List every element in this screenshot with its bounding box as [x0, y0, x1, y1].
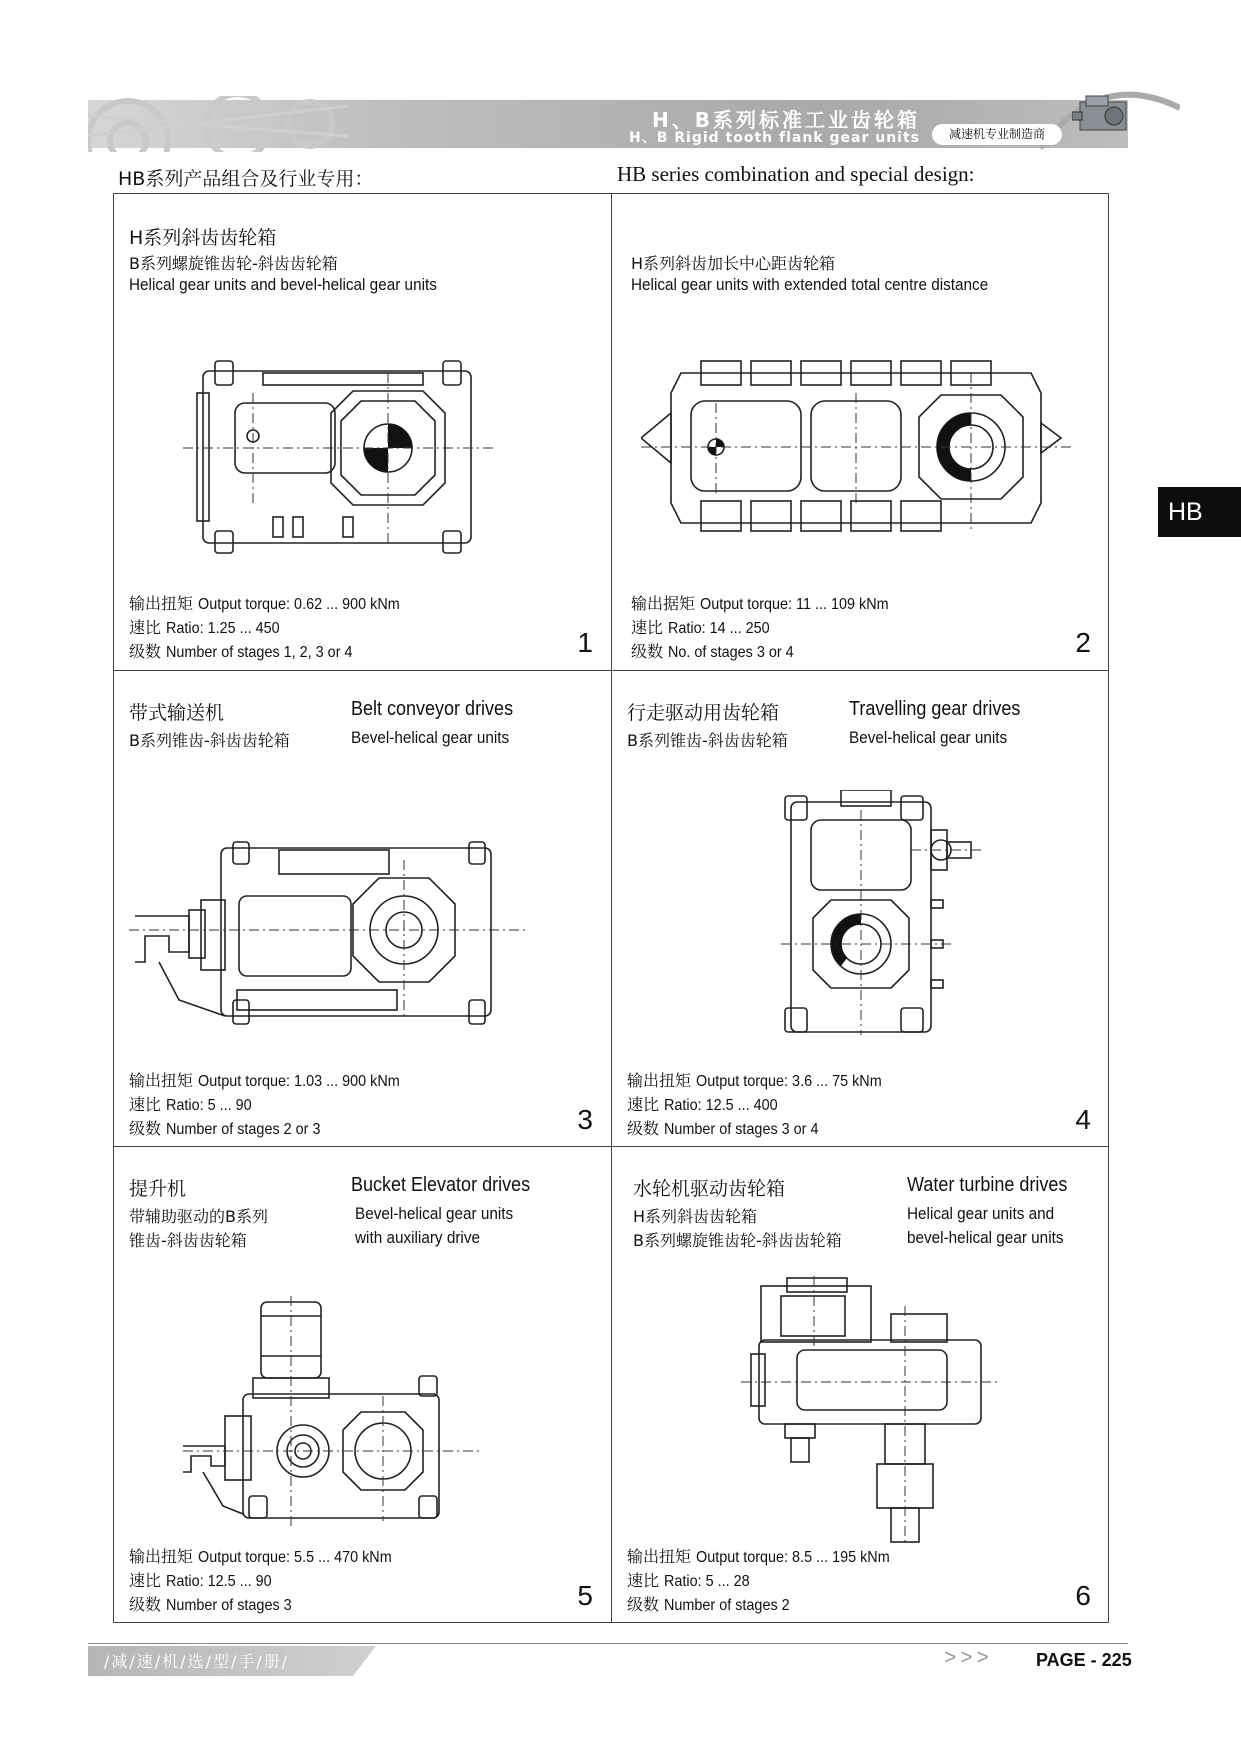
footer-arrows-icon: >>> [944, 1646, 993, 1669]
cell-subtitle-cn: B系列锥齿-斜齿齿轮箱 [129, 731, 290, 750]
cell-title-en: Water turbine drives [907, 1174, 1068, 1196]
footer-manual-title: /减/速/机/选/型/手/册/ [104, 1652, 290, 1671]
cell-number: 4 [1075, 1104, 1091, 1135]
bucket-elevator-drive-drawing [183, 1296, 493, 1526]
belt-conveyor-drive-drawing [129, 840, 529, 1040]
gearbox-product-icon [1072, 92, 1134, 136]
product-cell-1 [113, 193, 611, 669]
cell-subtitle-cn: H系列斜齿加长中心距齿轮箱 [631, 254, 836, 273]
cell-title-cn: 水轮机驱动齿轮箱 [633, 1178, 786, 1200]
cell-subtitle-en: Bevel-helical gear units [849, 728, 1008, 747]
cell-title-en: Travelling gear drives [849, 698, 1021, 720]
cell-title-cn: 提升机 [129, 1178, 187, 1200]
cell-subtitle-en: Helical gear units with extended total centre distance [631, 275, 989, 294]
cell-number: 5 [577, 1580, 593, 1611]
cell-subtitle-en-2: with auxiliary drive [355, 1228, 481, 1247]
spec-ratio: 速比 Ratio: 12.5 ... 400 [627, 1095, 778, 1114]
cell-number: 6 [1075, 1580, 1091, 1611]
cell-subtitle-cn-1: 带辅助驱动的B系列 [129, 1207, 268, 1226]
travelling-gear-drive-drawing [781, 790, 981, 1040]
intro-title-cn: HB系列产品组合及行业专用： [118, 168, 374, 190]
spec-stages: 级数 Number of stages 3 or 4 [627, 1119, 819, 1138]
product-cell-6 [611, 1146, 1109, 1622]
section-tab-hb[interactable]: HB [1158, 487, 1241, 537]
spec-ratio: 速比 Ratio: 12.5 ... 90 [129, 1571, 272, 1590]
cell-subtitle-en-2: bevel-helical gear units [907, 1228, 1064, 1247]
cell-title-cn: 行走驱动用齿轮箱 [627, 702, 780, 724]
cell-subtitle-cn-2: 锥齿-斜齿齿轮箱 [129, 1231, 247, 1250]
product-cell-3 [113, 670, 611, 1146]
cell-subtitle-en: Helical gear units and bevel-helical gear units [129, 275, 437, 294]
spec-ratio: 速比 Ratio: 1.25 ... 450 [129, 618, 280, 637]
spec-ratio: 速比 Ratio: 14 ... 250 [631, 618, 770, 637]
spec-stages: 级数 Number of stages 2 [627, 1595, 790, 1614]
page-number: PAGE - 225 [1036, 1650, 1132, 1670]
header-title-cn: H、B系列标准工业齿轮箱 [652, 108, 920, 132]
spec-stages: 级数 Number of stages 2 or 3 [129, 1119, 321, 1138]
cell-subtitle-cn-2: B系列螺旋锥齿轮-斜齿齿轮箱 [633, 1231, 842, 1250]
spec-stages: 级数 Number of stages 3 [129, 1595, 292, 1614]
spec-ratio: 速比 Ratio: 5 ... 90 [129, 1095, 252, 1114]
manufacturer-badge: 减速机专业制造商 [932, 124, 1062, 145]
cell-title-cn: 带式输送机 [129, 702, 225, 724]
spec-torque: 输出扭矩 Output torque: 3.6 ... 75 kNm [627, 1071, 882, 1090]
spec-torque: 输出据矩 Output torque: 11 ... 109 kNm [631, 594, 889, 613]
cell-subtitle-en-1: Bevel-helical gear units [355, 1204, 514, 1223]
cell-subtitle-cn-1: H系列斜齿齿轮箱 [633, 1207, 758, 1226]
spec-stages: 级数 No. of stages 3 or 4 [631, 642, 794, 661]
footer-divider [88, 1643, 1128, 1644]
extended-centre-distance-drawing [641, 353, 1081, 553]
spec-ratio: 速比 Ratio: 5 ... 28 [627, 1571, 750, 1590]
gears-decoration-icon [88, 96, 348, 152]
cell-number: 3 [577, 1104, 593, 1135]
intro-title-en: HB series combination and special design: [617, 162, 975, 186]
product-cell-4 [611, 670, 1109, 1146]
cell-title-en: Bucket Elevator drives [351, 1174, 531, 1196]
cell-subtitle-en-1: Helical gear units and [907, 1204, 1055, 1223]
spec-torque: 输出扭矩 Output torque: 8.5 ... 195 kNm [627, 1547, 890, 1566]
header-title-en: H、B Rigid tooth flank gear units [628, 130, 920, 146]
cell-number: 2 [1075, 627, 1091, 658]
cell-title-cn: H系列斜齿齿轮箱 [129, 227, 277, 249]
spec-torque: 输出扭矩 Output torque: 5.5 ... 470 kNm [129, 1547, 392, 1566]
spec-torque: 输出扭矩 Output torque: 0.62 ... 900 kNm [129, 594, 400, 613]
cell-subtitle-cn: B系列锥齿-斜齿齿轮箱 [627, 731, 788, 750]
cell-title-en: Belt conveyor drives [351, 698, 514, 720]
product-cell-2 [611, 193, 1109, 669]
spec-stages: 级数 Number of stages 1, 2, 3 or 4 [129, 642, 353, 661]
water-turbine-drive-drawing [741, 1276, 1001, 1546]
spec-torque: 输出扭矩 Output torque: 1.03 ... 900 kNm [129, 1071, 400, 1090]
cell-number: 1 [577, 627, 593, 658]
product-cell-5 [113, 1146, 611, 1622]
cell-subtitle-en: Bevel-helical gear units [351, 728, 510, 747]
cell-subtitle-cn: B系列螺旋锥齿轮-斜齿齿轮箱 [129, 254, 338, 273]
